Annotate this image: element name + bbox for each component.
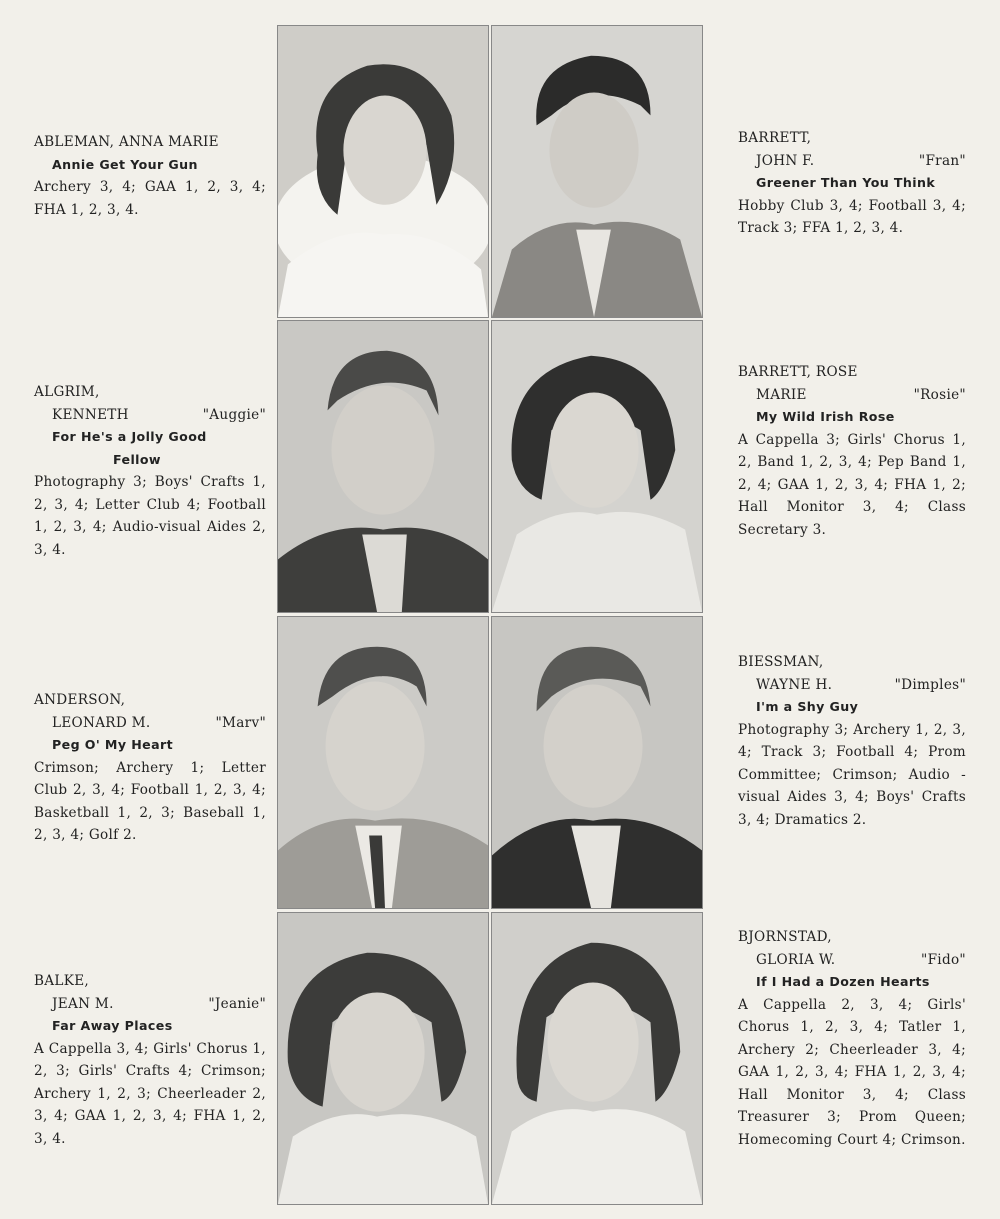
entry-algrim — [34, 381, 266, 561]
student-given-name: JEAN M. "Jeanie" — [34, 993, 266, 1016]
portrait-algrim — [277, 320, 489, 613]
student-song: Far Away Places — [52, 1018, 173, 1033]
student-song: Annie Get Your Gun — [52, 156, 198, 172]
entry-biessman — [738, 651, 966, 831]
student-song: I'm a Shy Guy — [756, 699, 859, 714]
student-surname: BARRETT, ROSE — [738, 364, 858, 380]
student-nickname: "Auggie" — [202, 406, 266, 423]
student-song: Peg O' My Heart — [52, 737, 174, 752]
student-given-name: MARIE "Rosie" — [738, 384, 966, 407]
entry-ableman — [34, 131, 266, 221]
student-surname: ALGRIM, — [34, 384, 100, 400]
portrait-bjornstad — [491, 912, 703, 1205]
portrait-ableman — [277, 25, 489, 318]
student-activities: Hobby Club 3, 4; Football 3, 4; Track 3; FFA 1, 2, 3, 4. — [738, 197, 966, 236]
student-song: Greener Than You Think — [756, 175, 936, 190]
portrait-anderson — [277, 616, 489, 909]
student-nickname: "Dimples" — [894, 676, 966, 693]
student-given-name: LEONARD M. "Marv" — [34, 712, 266, 735]
student-surname: BJORNSTAD, — [738, 929, 832, 945]
student-surname: BARRETT, — [738, 130, 812, 146]
student-nickname: "Marv" — [215, 714, 266, 731]
student-song: If I Had a Dozen Hearts — [756, 974, 930, 989]
student-given-name: KENNETH "Auggie" — [34, 404, 266, 427]
portrait-barrett-john — [491, 25, 703, 318]
student-name: ABLEMAN, ANNA MARIE — [34, 134, 219, 150]
student-activities: Photography 3; Archery 1, 2, 3, 4; Track 3; Football 4; Prom Committee; Crimson; Audio - visual Aides 3, 4; Boys' Crafts 3, 4; Dramatics 2. — [738, 721, 966, 828]
entry-barrett-john — [738, 127, 966, 240]
student-nickname: "Fran" — [918, 152, 966, 169]
student-activities: A Cappella 3; Girls' Chorus 1, 2, Band 1, 2, 3, 4; Pep Band 1, 2, 4; GAA 1, 2, 3, 4; FHA 1, 2; Hall Monitor 3, 4; Class Secretary 3. — [738, 431, 966, 538]
student-given-name: JOHN F. "Fran" — [738, 150, 966, 173]
student-activities: A Cappella 3, 4; Girls' Chorus 1, 2, 3; Girls' Crafts 4; Crimson; Archery 1, 2, 3; Cheerleader 2, 3, 4; GAA 1, 2, 3, 4; FHA 1, 2, 3, 4. — [34, 1040, 266, 1147]
student-activities: Archery 3, 4; GAA 1, 2, 3, 4; FHA 1, 2, 3, 4. — [34, 179, 266, 218]
student-activities: Crimson; Archery 1; Letter Club 2, 3, 4; Football 1, 2, 3, 4; Basketball 1, 2, 3; Baseball 1, 2, 3, 4; Golf 2. — [34, 759, 266, 843]
portrait-biessman — [491, 616, 703, 909]
student-given-name: WAYNE H. "Dimples" — [738, 674, 966, 697]
student-surname: BALKE, — [34, 973, 90, 989]
portrait-balke — [277, 912, 489, 1205]
student-nickname: "Fido" — [921, 951, 966, 968]
student-given-name: GLORIA W. "Fido" — [738, 949, 966, 972]
student-activities: Photography 3; Boys' Crafts 1, 2, 3, 4; Letter Club 4; Football 1, 2, 3, 4; Audio-visual Aides 2, 3, 4. — [34, 474, 266, 558]
entry-balke — [34, 970, 266, 1150]
entry-bjornstad — [738, 926, 966, 1151]
student-nickname: "Jeanie" — [208, 995, 266, 1012]
entry-anderson — [34, 689, 266, 847]
student-surname: ANDERSON, — [34, 692, 126, 708]
student-surname: BIESSMAN, — [738, 654, 824, 670]
student-song: My Wild Irish Rose — [756, 409, 895, 424]
student-song: For He's a Jolly Good Fellow — [52, 429, 207, 467]
portrait-barrett-rose — [491, 320, 703, 613]
student-activities: A Cappella 2, 3, 4; Girls' Chorus 1, 2, 3, 4; Tatler 1, Archery 2; Cheerleader 3, 4; GAA 1, 2, 3, 4; FHA 1, 2, 3, 4; Hall Monitor 3, 4; Class Treasurer 3; Prom Queen; Homecoming Court 4; Crimson. — [738, 996, 966, 1148]
entry-barrett-rose — [738, 361, 966, 541]
student-nickname: "Rosie" — [913, 386, 966, 403]
